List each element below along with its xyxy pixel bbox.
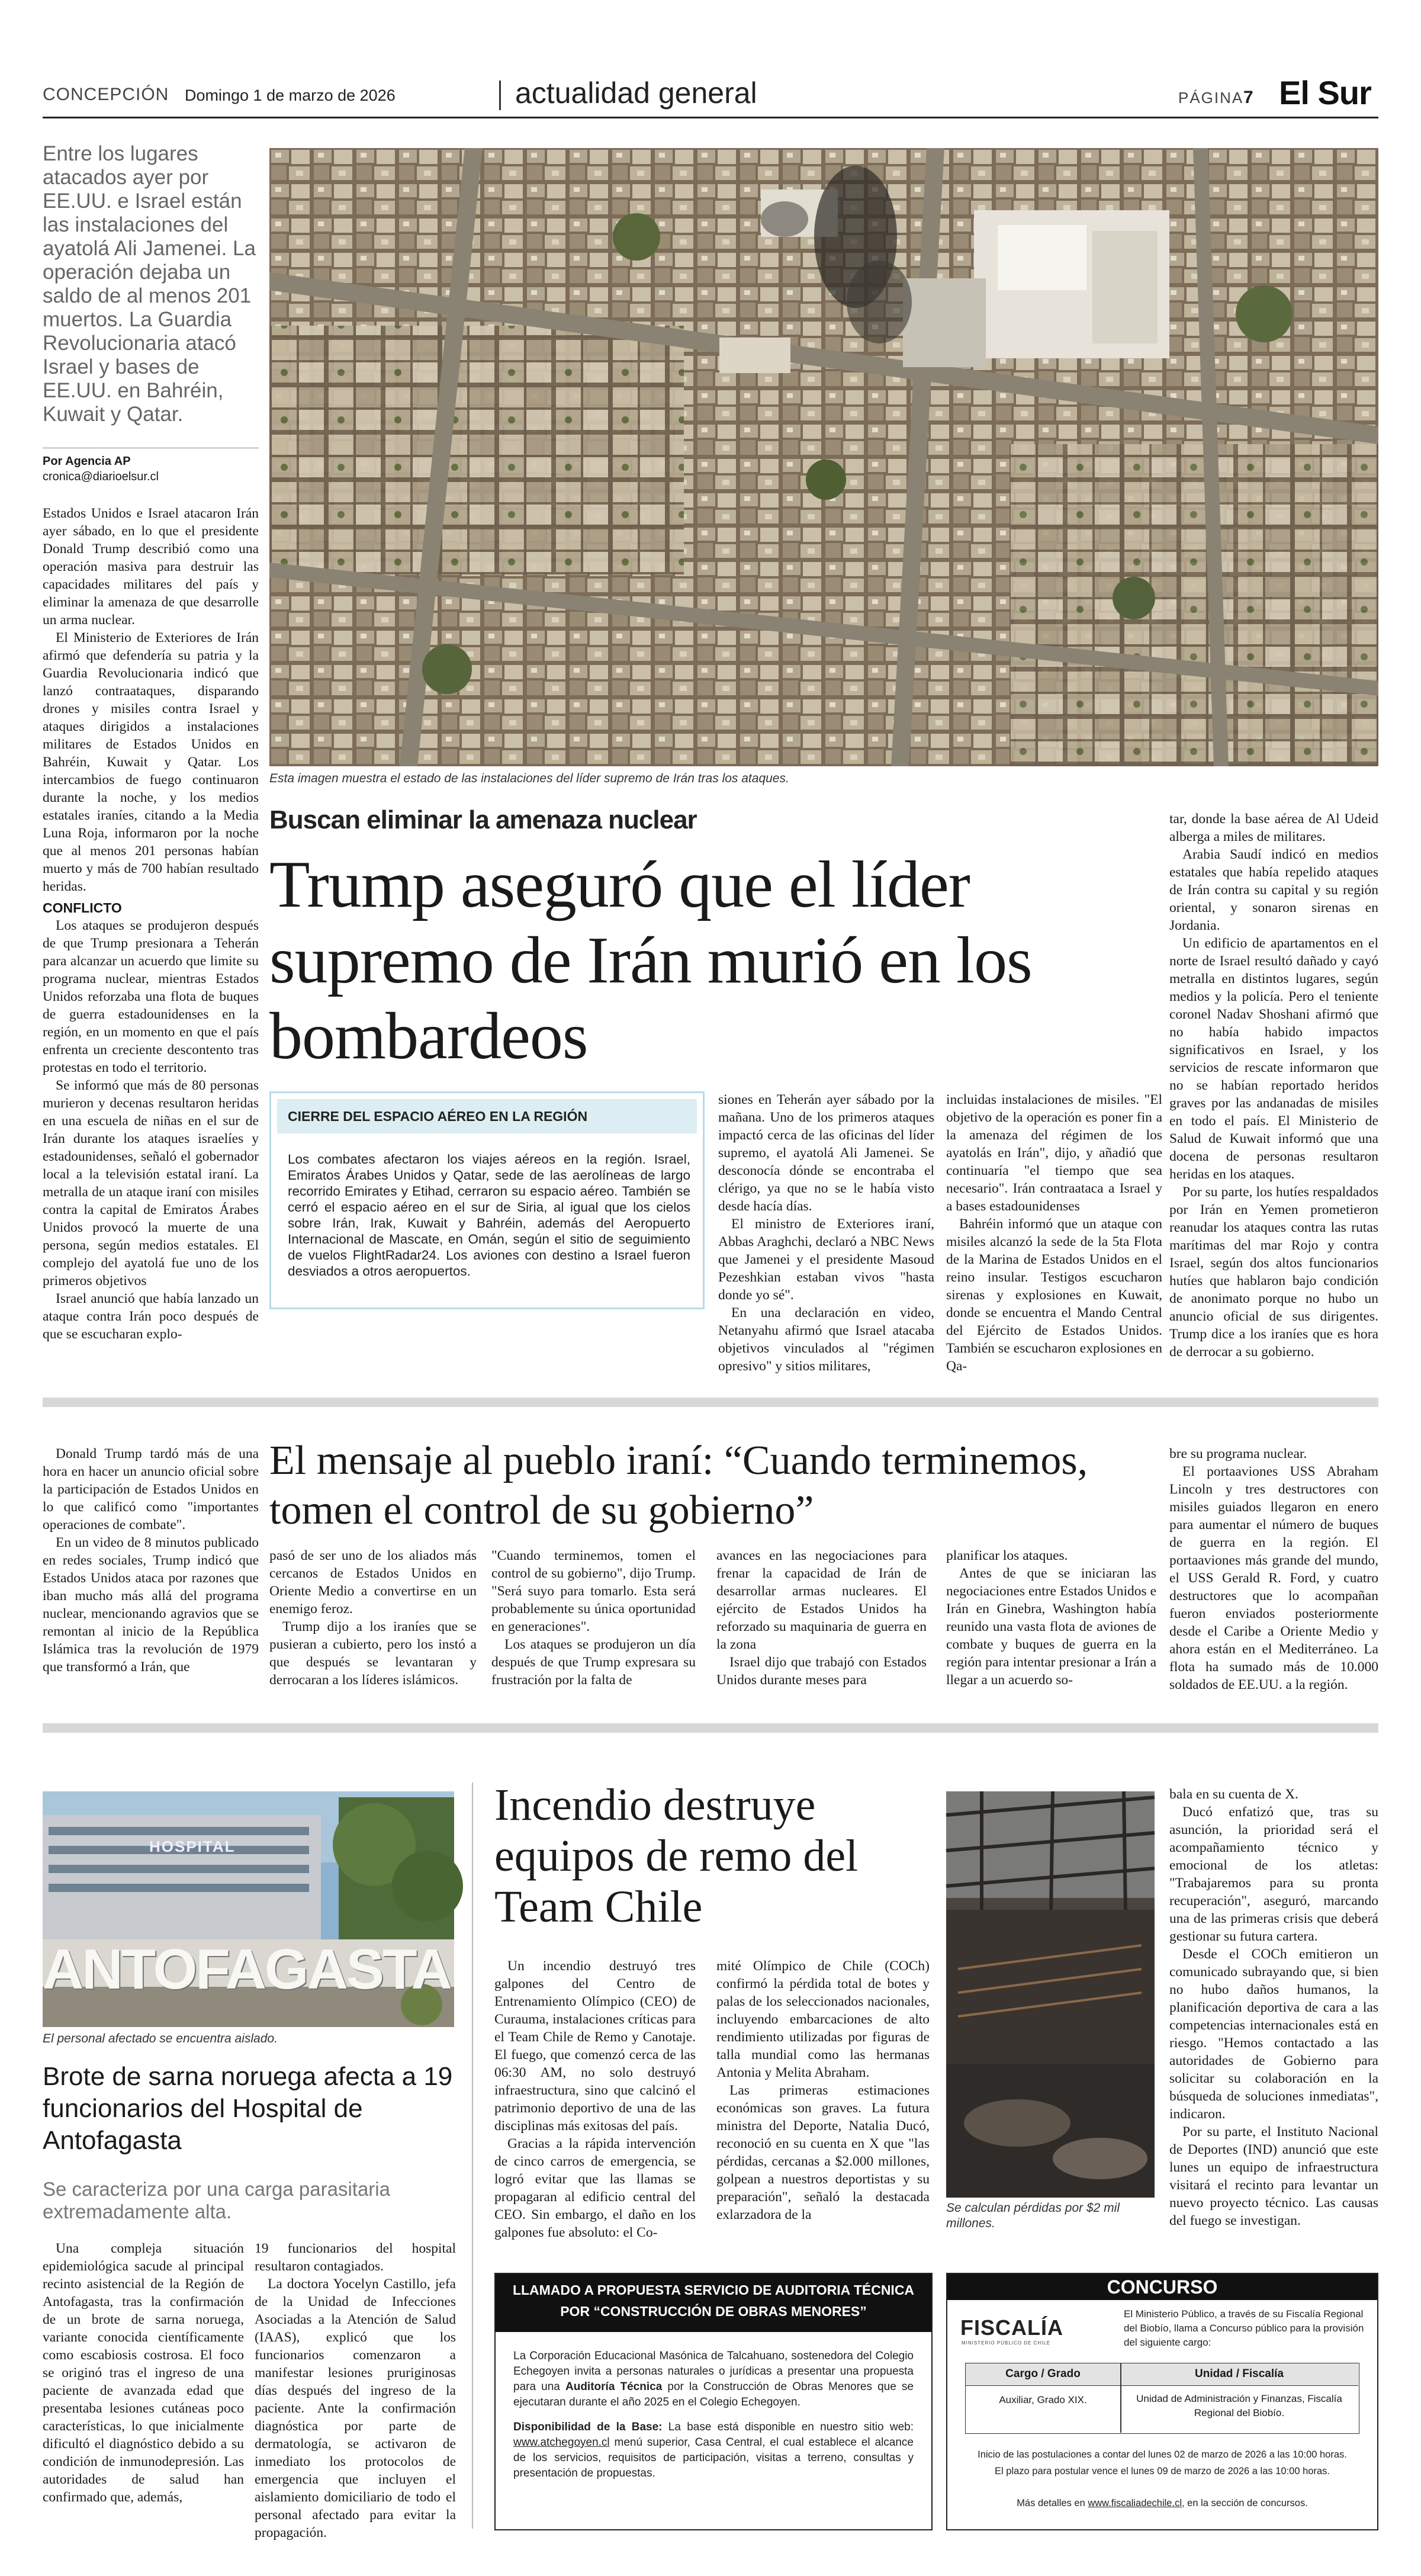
remo-paragraph: Por su parte, el Instituto Nacional de Deportes (IND) anunció que este lunes un equipo de infraestructura visitará el recinto para levantar un nuevo proyecto técnico. Las causas del fuego se investigan. bbox=[1169, 2124, 1378, 2228]
antofagasta-paragraph: Una compleja situación epidemiológica sacude al principal recinto asistencial de la Región de Antofagasta, tras la confirmación de un brote de sarna noruega, variante conocida científicamente como escabiosis costrosa. El foco se originó tras el ingreso de una paciente de avanzada edad que presentaba lesiones cutáneas poco características, lo que inicialmente dificultó el diagnóstico debido a su condición de inmunodepresión. Las autoridades de salud han confirmado que, además, bbox=[43, 2241, 244, 2505]
lead-column-5 bbox=[1169, 810, 1378, 1360]
lead-paragraph: Arabia Saudí indicó en medios estatales que había repelido ataques de Irán contra su capital y su región oriental, y sonaron sirenas en Jordania. bbox=[1169, 847, 1378, 933]
remo-paragraph: Desde el COCh emitieron un comunicado subrayando que, si bien no hubo daños humanos, la planificación deportiva de cara a las competencias internacionales está en riesgo. "Hemos contactado a las autoridades de Gobierno para solicitar su colaboración en la búsqueda de soluciones inmediatas", indicaron. bbox=[1169, 1947, 1378, 2122]
page-number: 7 bbox=[1243, 88, 1253, 107]
header-separator bbox=[499, 81, 501, 110]
remo-paragraph: mité Olímpico de Chile (COCh) confirmó la pérdida total de botes y palas de los seleccionados nacionales, incluyendo embarcaciones de alto rendimiento utilizadas por figuras de talla mundial como las hermanas Antonia y Melita Abraham. bbox=[716, 1958, 930, 2080]
fiscalia-td-unidad: Unidad de Administración y Finanzas, Fiscalía Regional del Biobío. bbox=[1136, 2393, 1342, 2418]
lead-headline: Trump aseguró que el líder supremo de Irán murió en los bombardeos bbox=[269, 848, 1032, 1073]
lead-summary: Entre los lugares atacados ayer por EE.UU. e Israel están las instalaciones del ayatolá Ali Jamenei. La operación dejaba un saldo de al menos 201 muertos. La Guardia Revolucionaria atacó Israel y bases de EE.UU. en Bahréin, Kuwait y Qatar. bbox=[43, 142, 256, 426]
audit-ad-bold: Auditoría Técnica bbox=[565, 2381, 663, 2393]
second-column-6 bbox=[1169, 1445, 1378, 1705]
lead-photo-caption: Esta imagen muestra el estado de las instalaciones del líder supremo de Irán tras los ataques. bbox=[269, 772, 789, 785]
audit-ad-text: La base está disponible en nuestro sitio web: bbox=[662, 2421, 914, 2433]
lead-column-3 bbox=[718, 1091, 934, 1374]
remo-paragraph: Un incendio destruyó tres galpones del Centro de Entrenamiento Olímpico (CEO) de Curauma, instalaciones críticas para el Team Chile de Remo y Canotaje. El fuego, que comenzó cerca de las 06:30 AM, no solo destruyó infraestructura, sino que calcinó el patrimonio deportivo de una de las disciplinas más exitosas del país. bbox=[494, 1958, 696, 2134]
antofagasta-column-1 bbox=[43, 2240, 244, 2536]
second-paragraph: bre su programa nuclear. bbox=[1169, 1446, 1307, 1462]
second-headline: El mensaje al pueblo iraní: “Cuando terminemos, tomen el control de su gobierno” bbox=[269, 1438, 1088, 1533]
lead-kicker: Buscan eliminar la amenaza nuclear bbox=[269, 805, 697, 834]
antofagasta-paragraph: 19 funcionarios del hospital resultaron contagiados. bbox=[255, 2241, 456, 2274]
lead-column-1 bbox=[43, 505, 259, 1357]
audit-ad-text: La Corporación Educacional Masónica de Talcahuano, sostenedora del Colegio Echegoyen invita a personas naturales o jurídicas a presentar una propuesta para una bbox=[513, 2350, 914, 2393]
second-paragraph: Los ataques se produjeron un día después de que Trump expresara su frustración por la falta de bbox=[491, 1637, 696, 1688]
audit-ad-text: menú superior, Casa Central, el cual establece el alcance de los servicios, requisitos de participación, visitas a terreno, consultas y presentación de propuestas. bbox=[513, 2436, 914, 2479]
airspace-box bbox=[269, 1091, 705, 1309]
antofagasta-paragraph: La doctora Yocelyn Castillo, jefa de la Unidad de Infecciones Asociadas a la Atención de Salud (IAAS), explicó que los funcionarios comenzaron a manifestar lesiones pruriginosas días después del ingreso de la paciente. Ante la confirmación diagnóstica por parte de dermatología, se activaron de inmediato los protocolos de emergencia que incluyen el aislamiento domiciliario de todo el personal afectado para evitar la propagación. bbox=[255, 2276, 456, 2540]
audit-ad-bold: Disponibilidad de la Base: bbox=[513, 2421, 663, 2433]
header-rule bbox=[43, 117, 1378, 118]
remo-paragraph: Las primeras estimaciones económicas son graves. La futura ministra del Deporte, Natalia Ducó, reconoció en su cuenta en X que "las pérdidas, cercanas a $2.000 millones, golpean a nuestros deportistas y su preparación", señaló la destacada exlarzadora de la bbox=[716, 2083, 930, 2222]
lead-paragraph: Bahréin informó que un ataque con misiles alcanzó la sede de la 5ta Flota de la Marina de Estados Unidos en el reino insular. Testigos escucharon sirenas y explosiones en Kuwait, donde se encuentra el Mando Central del Ejército de Estados Unidos. También se escucharon explosiones en Qa- bbox=[946, 1216, 1162, 1374]
lead-paragraph: El Ministerio de Exteriores de Irán afirmó que defendería su patria y la Guardia Revolucionaria indicó que lanzó contraataques, disparando drones y misiles contra Israel y ataques dirigidos a instalaciones militares de Estados Unidos en Bahréin, Kuwait y Qatar. Los intercambios de fuego continuaron durante la noche, y los medios estatales iraníes, citando a la Media Luna Roja, informaron por la noche que al menos 201 personas habían muerto y más de 700 habían resultado heridas. bbox=[43, 630, 259, 894]
section-title: actualidad general bbox=[515, 76, 757, 110]
fiscalia-th-cargo: Cargo / Grado bbox=[1005, 2368, 1081, 2380]
lead-column-4 bbox=[946, 1091, 1162, 1374]
lead-photo bbox=[269, 148, 1378, 766]
fiscalia-intro: El Ministerio Público, a través de su Fiscalía Regional del Biobío, llama a Concurso público para la provisión del siguiente cargo: bbox=[1124, 2308, 1364, 2348]
fiscalia-link[interactable]: www.fiscaliadechile.cl bbox=[1088, 2498, 1182, 2508]
audit-ad-link[interactable]: www.atchegoyen.cl bbox=[513, 2436, 610, 2449]
fiscalia-logo-subtitle: MINISTERIO PÚBLICO DE CHILE bbox=[962, 2340, 1051, 2346]
fiscalia-logo: FISCALÍA bbox=[960, 2315, 1063, 2340]
header-city: CONCEPCIÓN bbox=[43, 85, 169, 104]
second-paragraph: El portaaviones USS Abraham Lincoln y tres destructores con misiles guiados llegaron en enero para aumentar el número de buques de guerra en la región. El portaaviones más grande del mundo, el USS Gerald R. Ford, y cuatro destructores que lo acompañan fueron enviados posteriormente desde el Caribe a Oriente Medio y ahora están en el Mediterráneo. La flota ha sumado más de 10.000 soldados de EE.UU. a la región. bbox=[1169, 1464, 1378, 1692]
hospital-photo-caption: El personal afectado se encuentra aislado. bbox=[43, 2032, 278, 2045]
audit-ad-title-2: POR “CONSTRUCCIÓN DE OBRAS MENORES” bbox=[560, 2304, 867, 2319]
fiscalia-ad bbox=[946, 2273, 1378, 2530]
lead-paragraph: tar, donde la base aérea de Al Udeid alberga a miles de militares. bbox=[1169, 811, 1378, 844]
antofagasta-headline: Brote de sarna noruega afecta a 19 funcionarios del Hospital de Antofagasta bbox=[43, 2062, 453, 2155]
fire-photo-graphic bbox=[946, 1791, 1155, 2198]
antofagasta-deck: Se caracteriza por una carga parasitaria extremadamente alta. bbox=[43, 2178, 390, 2222]
remo-column-3 bbox=[1169, 1785, 1378, 2259]
byline-email: cronica@diarioelsur.cl bbox=[43, 470, 159, 483]
fiscalia-table bbox=[965, 2363, 1359, 2434]
second-column-4 bbox=[716, 1547, 927, 1707]
lead-paragraph: Los ataques se produjeron después de que Trump presionara a Teherán para alcanzar un acuerdo que limite su programa nuclear, mientras Estados Unidos reforzaba una flota de buques de guerra estadounidenses en la región, en un momento en que el país enfrenta un creciente descontento tras protestas en todo el territorio. bbox=[43, 918, 259, 1075]
second-paragraph: Israel dijo que trabajó con Estados Unidos durante meses para bbox=[716, 1655, 927, 1688]
fiscalia-dates-start: Inicio de las postulaciones a contar del lunes 02 de marzo de 2026 a las 10:00 horas. bbox=[978, 2449, 1347, 2460]
remo-column-2 bbox=[716, 1957, 930, 2259]
fiscalia-dates-end: El plazo para postular vence el lunes 09 de marzo de 2026 a las 10:00 horas. bbox=[995, 2466, 1330, 2477]
second-paragraph: avances en las negociaciones para frenar la capacidad de Irán de desarrollar armas nucleares. El ejército de Estados Unidos ha reforzado su maquinaria de guerra en la zona bbox=[716, 1548, 927, 1652]
remo-paragraph: Ducó enfatizó que, tras su asunción, la prioridad será el acompañamiento técnico y emocional de los atletas: "Trabajaremos para su pronta recuperación", aseguró, marcando una de las primeras crisis que deberá gestionar su futura cartera. bbox=[1169, 1804, 1378, 1944]
second-paragraph: En un video de 8 minutos publicado en redes sociales, Trump indicó que Estados Unidos ataca por razones que iban mucho más allá del programa nuclear, mencionando agravios que se remontan al inicio de la República Islámica tras la revolución de 1979 que transformó a Irán, que bbox=[43, 1535, 259, 1675]
remo-paragraph: Gracias a la rápida intervención de cinco carros de emergencia, se logró evitar que las llamas se propagaran al edificio central del CEO. Sin embargo, el daño en los galpones fue absoluto: el Co- bbox=[494, 2136, 696, 2240]
byline: Por Agencia AP bbox=[43, 455, 131, 468]
antofagasta-column-2 bbox=[255, 2240, 456, 2540]
audit-ad bbox=[494, 2273, 933, 2530]
fiscalia-ad-title: CONCURSO bbox=[1107, 2276, 1218, 2298]
lead-paragraph: incluidas instalaciones de misiles. "El objetivo de la operación es poner fin a la amenaza del régimen de los ayatolás en Irán", dijo, y añadió que continuaría "el tiempo que sea necesario". Irán contraataca a Israel y a bases estadounidenses bbox=[946, 1092, 1162, 1214]
second-column-5 bbox=[946, 1547, 1156, 1707]
audit-ad-text: por la Construcción de Obras Menores que se ejecutaran durante el año 2025 en el Colegio Echegoyen. bbox=[513, 2381, 914, 2408]
fiscalia-td-cargo: Auxiliar, Grado XIX. bbox=[999, 2394, 1087, 2405]
lead-paragraph: Por su parte, los hutíes respaldados por Irán en Yemen prometieron reanudar los ataques contra las rutas marítimas del mar Rojo y contra Israel, según dos altos funcionarios hutíes que hablaron bajo condición de anonimato porque no hubo un anuncio oficial de sus dirigentes. Trump dice a los iraníes que es hora de derrocar a su gobierno. bbox=[1169, 1184, 1378, 1360]
audit-ad-paragraph-2 bbox=[513, 2420, 914, 2481]
lead-paragraph: Se informó que más de 80 personas murieron y decenas resultaron heridas en una escuela de niñas en el sur de Irán durante los ataques israelíes y estadounidenses, señaló el gobernador local a la televisión estatal iraní. La metralla de un ataque iraní con misiles contra la capital de Emiratos Árabes Unidos provocó la muerte de una persona, según medios estatales. El complejo del ayatolá fue uno de los primeros objetivos bbox=[43, 1078, 259, 1289]
lead-paragraph: Estados Unidos e Israel atacaron Irán ayer sábado, en lo que el presidente Donald Trump describió como una operación masiva para destruir las capacidades militares del país y eliminar la amenaza de que desarrolle un arma nuclear. bbox=[43, 506, 259, 628]
hospital-sign-text: HOSPITAL bbox=[149, 1838, 236, 1855]
second-column-3 bbox=[491, 1547, 696, 1707]
aerial-photo-graphic bbox=[269, 148, 1378, 766]
second-paragraph: Antes de que se iniciaran las negociaciones entre Estados Unidos e Irán en Ginebra, Washington había reunido una vasta flota de aviones de combate y buques de guerra en la región para intentar presionar a Irán a llegar a un acuerdo so- bbox=[946, 1566, 1157, 1688]
section-divider bbox=[43, 1398, 1378, 1407]
antofagasta-sign-text: ANTOFAGASTA bbox=[43, 1938, 451, 2001]
fiscalia-more-info bbox=[947, 2498, 1377, 2509]
remo-headline: Incendio destruye equipos de remo del Team Chile bbox=[494, 1780, 859, 1932]
second-paragraph: Trump dijo a los iraníes que se pusieran a cubierto, pero los instó a que después se levantaran y derrocaran a los líderes islámicos. bbox=[269, 1619, 477, 1688]
lead-paragraph: En una declaración en video, Netanyahu afirmó que Israel atacaba objetivos vinculados al "régimen opresivo" y sitios militares, bbox=[718, 1305, 934, 1374]
audit-ad-paragraph-1 bbox=[513, 2349, 914, 2410]
second-paragraph: "Cuando terminemos, tomen el control de su gobierno", dijo Trump. "Será suyo para tomarlo. Esta será probablemente su única oportunidad en generaciones". bbox=[491, 1548, 696, 1634]
airspace-box-title: CIERRE DEL ESPACIO AÉREO EN LA REGIÓN bbox=[288, 1109, 588, 1124]
airspace-box-text: Los combates afectaron los viajes aéreos en la región. Israel, Emiratos Árabes Unidos y Qatar, sede de las aerolíneas de largo recorrido Emirates y Etihad, cerraron su espacio aéreo. También se cerró el espacio aéreo en el sur de Siria, al igual que los cielos sobre Irán, Irak, Kuwait y Bahréin, además del Aeropuerto Internacional de Mascate, en Omán, según el sitio de seguimiento de vuelos FlightRadar24. Los aviones con destino a Israel fueron desviados a otros aeropuertos. bbox=[288, 1152, 690, 1279]
lead-subhead: CONFLICTO bbox=[43, 900, 122, 916]
fire-photo bbox=[946, 1791, 1155, 2198]
section-divider bbox=[43, 1723, 1378, 1733]
hospital-photo bbox=[43, 1791, 454, 2027]
lead-paragraph: Israel anunció que había lanzado un ataque contra Irán poco después de que se escucharan explo- bbox=[43, 1291, 259, 1342]
page-label: PÁGINA bbox=[1178, 89, 1244, 107]
second-paragraph: pasó de ser uno de los aliados más cercanos de Estados Unidos en Oriente Medio a convertirse en un enemigo feroz. bbox=[269, 1548, 477, 1617]
remo-paragraph: bala en su cuenta de X. bbox=[1169, 1787, 1298, 1802]
second-paragraph: Donald Trump tardó más de una hora en hacer un anuncio oficial sobre la participación de Estados Unidos en lo que calificó como "importantes operaciones de combate". bbox=[43, 1446, 259, 1533]
brand-logo: El Sur bbox=[1279, 74, 1371, 111]
lead-paragraph: siones en Teherán ayer sábado por la mañana. Uno de los primeros ataques impactó cerca de las oficinas del líder supremo, el ayatolá Ali Jamenei. Se desconocía dónde se encontraba el clérigo, ya que no se le había visto desde hacía días. bbox=[718, 1092, 934, 1214]
lead-paragraph: El ministro de Exteriores iraní, Abbas Araghchi, declaró a NBC News que Jamenei y el presidente Masoud Pezeshkian estaban vivos "hasta donde yo sé". bbox=[718, 1216, 934, 1303]
fiscalia-more-text: Más detalles en bbox=[1017, 2498, 1088, 2508]
lead-paragraph: Un edificio de apartamentos en el norte de Israel resultó dañado y cayó metralla en distintos lugares, según medios y la policía. Pero el teniente coronel Nadav Shoshani afirmó que no había habido impactos significativos en Israel, y los servicios de rescate informaron que no se habían reportado heridos graves por las andanadas de misiles en todo el país. El Ministerio de Salud de Kuwait informó que una docena de personas resultaron heridas en los ataques. bbox=[1169, 936, 1378, 1182]
vertical-rule bbox=[472, 1782, 473, 2529]
fiscalia-th-unidad: Unidad / Fiscalía bbox=[1195, 2368, 1284, 2380]
second-column-2 bbox=[269, 1547, 477, 1707]
second-column-1 bbox=[43, 1445, 259, 1705]
fire-photo-caption: Se calculan pérdidas por $2 mil millones. bbox=[946, 2201, 1120, 2230]
remo-column-1 bbox=[494, 1957, 696, 2259]
audit-ad-title-1: LLAMADO A PROPUESTA SERVICIO DE AUDITORIA TÉCNICA bbox=[512, 2282, 915, 2298]
fiscalia-more-text: , en la sección de concursos. bbox=[1182, 2498, 1308, 2508]
second-paragraph: planificar los ataques. bbox=[946, 1548, 1068, 1563]
header-date: Domingo 1 de marzo de 2026 bbox=[185, 86, 396, 104]
